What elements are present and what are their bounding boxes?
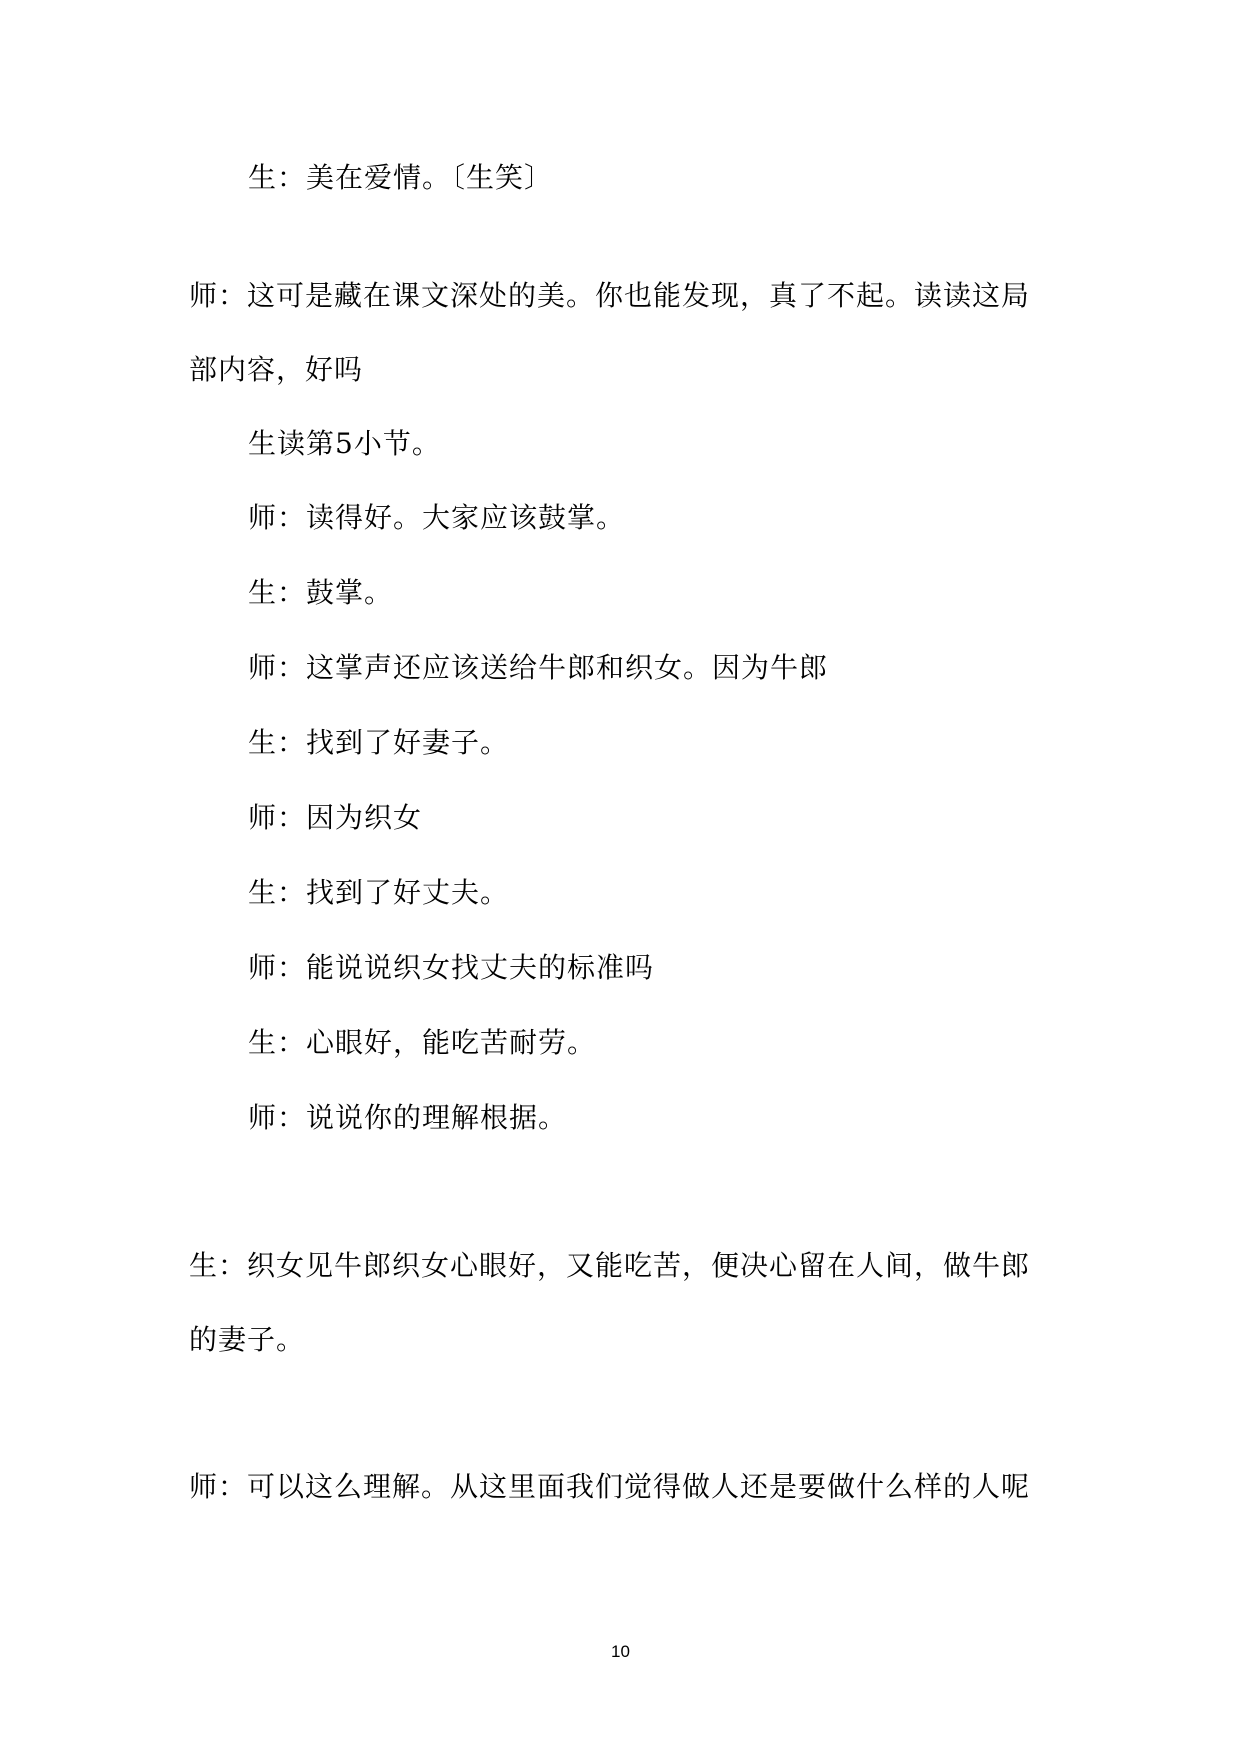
dialogue-line: 师：读得好。大家应该鼓掌。 [248,501,626,534]
page-number: 10 [611,1642,630,1661]
dialogue-line: 师：能说说织女找丈夫的标准吗 [248,951,655,984]
dialogue-line: 师：说说你的理解根据。 [248,1101,568,1134]
dialogue-line: 师：这掌声还应该送给牛郎和织女。因为牛郎 [248,651,829,684]
dialogue-line: 师：可以这么理解。从这里面我们觉得做人还是要做什么样的人呢 [189,1470,1031,1503]
dialogue-line: 生：织女见牛郎织女心眼好，又能吃苦，便决心留在人间，做牛郎 [189,1249,1031,1282]
dialogue-line: 生：美在爱情。〔生笑〕 [248,161,554,194]
dialogue-line: 的妻子。 [189,1323,306,1356]
dialogue-line: 部内容，好吗 [189,353,364,386]
dialogue-line: 生：鼓掌。 [248,576,394,609]
dialogue-line: 生：找到了好丈夫。 [248,876,510,909]
dialogue-line: 师：这可是藏在课文深处的美。你也能发现，真了不起。读读这局 [189,279,1031,312]
dialogue-line: 师：因为织女 [248,801,423,834]
dialogue-line: 生读第5小节。 [248,427,441,460]
dialogue-line: 生：心眼好，能吃苦耐劳。 [248,1026,597,1059]
dialogue-line: 生：找到了好妻子。 [248,726,510,759]
